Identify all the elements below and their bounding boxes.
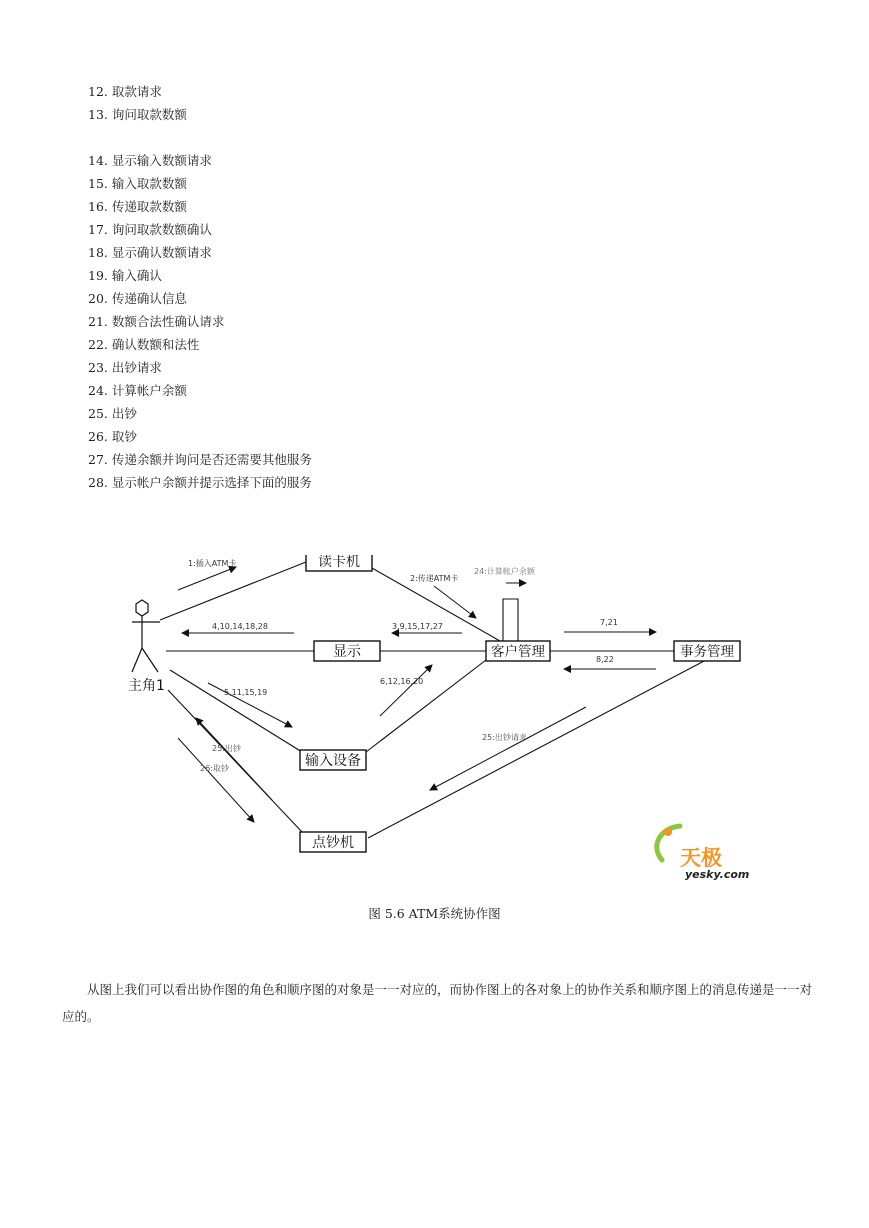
list-item: 28. 显示帐户余额并提示选择下面的服务 <box>88 475 312 490</box>
arrow-m2 <box>434 586 476 618</box>
message-label: 24:计算帐户余额 <box>474 567 535 576</box>
list-item: 26. 取钞 <box>88 429 137 444</box>
list-item: 24. 计算帐户余额 <box>88 383 187 398</box>
link-actor-cardreader <box>160 562 306 620</box>
message-label: 4,10,14,18,28 <box>212 622 268 631</box>
list-item: 21. 数额合法性确认请求 <box>88 314 225 329</box>
message-label: 3,9,15,17,27 <box>392 622 443 631</box>
message-label: 25:出钞请求 <box>482 733 527 742</box>
list-item: 14. 显示输入数额请求 <box>88 153 212 168</box>
list-item: 19. 输入确认 <box>88 268 162 283</box>
node-label: 客户管理 <box>491 644 545 660</box>
link-dispenser-transaction <box>368 660 706 838</box>
logo-text-url: yesky.com <box>685 868 750 881</box>
node-label: 读卡机 <box>318 555 360 570</box>
list-item: 12. 取款请求 <box>88 84 162 99</box>
link-actor-dispenser <box>168 690 302 832</box>
actor-label: 主角1 <box>128 678 165 694</box>
node-transaction-mgmt <box>674 641 740 661</box>
message-label: 6,12,16,20 <box>380 677 424 686</box>
link-input-customer <box>366 660 486 752</box>
figure-caption: 图 5.6 ATM系统协作图 <box>368 906 501 921</box>
message-label: 2:传递ATM卡 <box>410 574 459 583</box>
list-item: 27. 传递余额并询问是否还需要其他服务 <box>88 452 312 467</box>
message-label: 26:取钞 <box>200 764 229 773</box>
message-label: 7,21 <box>600 618 618 627</box>
list-item: 18. 显示确认数额请求 <box>88 245 212 260</box>
association-links <box>160 562 706 838</box>
arrow-m1 <box>178 567 236 590</box>
node-label: 输入设备 <box>305 753 361 769</box>
logo-text-cn: 天极 <box>680 846 722 870</box>
arrow-m6 <box>380 665 432 716</box>
node-cash-dispenser <box>300 832 366 852</box>
spacer <box>88 126 312 149</box>
list-item: 23. 出钞请求 <box>88 360 162 375</box>
link-actor-input <box>170 670 302 752</box>
yesky-logo <box>657 826 750 881</box>
arrow-m25b <box>430 707 586 790</box>
node-label: 点钞机 <box>312 835 354 851</box>
list-item: 22. 确认数额和法性 <box>88 337 200 352</box>
list-item: 20. 传递确认信息 <box>88 291 187 306</box>
self-loop-customer <box>503 599 518 641</box>
list-item: 13. 询问取款数额 <box>88 107 187 122</box>
list-item: 25. 出钞 <box>88 406 137 421</box>
list-item: 17. 询问取款数额确认 <box>88 222 212 237</box>
collaboration-diagram <box>118 555 758 895</box>
actor-figure <box>132 600 160 672</box>
node-input-device <box>300 750 366 770</box>
node-customer-mgmt <box>486 641 550 661</box>
arrow-m25a <box>196 718 272 800</box>
list-item: 16. 传递取款数额 <box>88 199 187 214</box>
node-card-reader <box>306 555 372 571</box>
node-label: 显示 <box>333 644 361 660</box>
list-item: 15. 输入取款数额 <box>88 176 187 191</box>
node-label: 事务管理 <box>680 644 734 660</box>
message-label: 8,22 <box>596 655 614 664</box>
step-list <box>88 80 312 494</box>
message-label: 1:插入ATM卡 <box>188 559 237 568</box>
node-display <box>314 641 380 661</box>
body-paragraph: 从图上我们可以看出协作图的角色和顺序图的对象是一一对应的，而协作图上的各对象上的协作关系和顺序图上的消息传递是一一对应的。 <box>62 982 813 1024</box>
message-label: 25:出钞 <box>212 744 241 753</box>
message-label: 5,11,15,19 <box>224 688 268 697</box>
